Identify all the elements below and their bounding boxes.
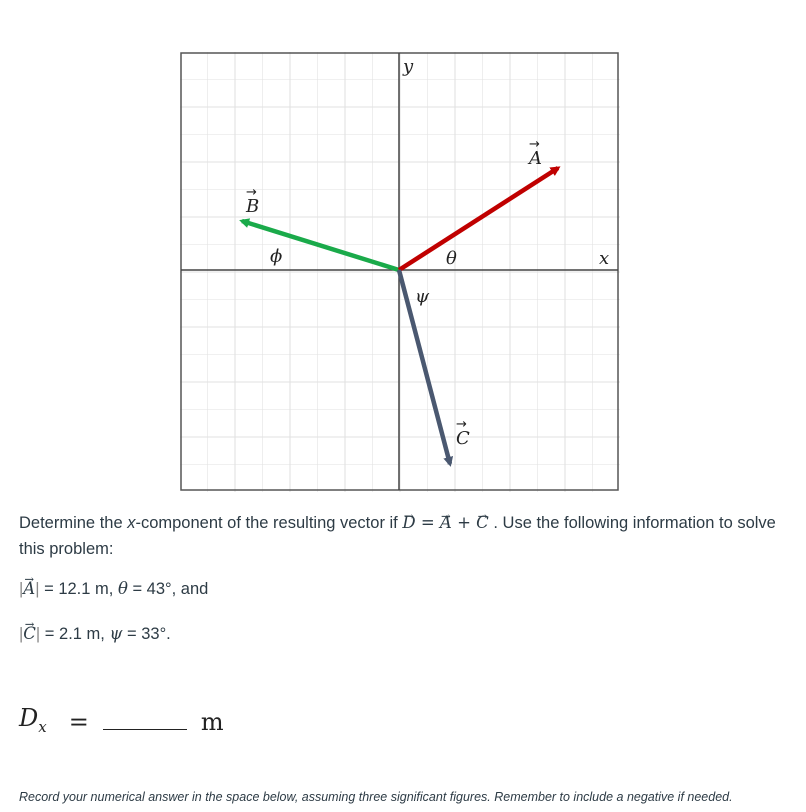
given-a-symbol: → A — [23, 579, 35, 598]
vector-a-label-arrow: → — [529, 137, 540, 152]
answer-equals: = — [68, 708, 89, 736]
angle-theta-label: θ — [446, 248, 457, 269]
y-axis-label: y — [403, 56, 414, 77]
given-psi-symbol: ψ — [109, 624, 123, 643]
given-theta-symbol: θ — [117, 579, 128, 598]
problem-text-2: -component of the resulting vector if — [135, 514, 403, 532]
answer-unit: m — [200, 708, 224, 736]
answer-blank[interactable] — [103, 709, 187, 730]
problem-statement — [19, 510, 789, 562]
equation-c: → C — [476, 510, 489, 536]
equation-a: → A — [440, 510, 452, 536]
answer-label: $D_x$ — [19, 704, 47, 736]
problem-text-1: Determine the — [19, 514, 128, 532]
vector-b-label-arrow: → — [246, 185, 257, 200]
problem-text-3: . Use the following information to solve this problem: — [19, 514, 776, 558]
problem-text-x: x — [127, 514, 136, 532]
vector-diagram — [180, 52, 620, 492]
answer-row — [19, 700, 224, 736]
given-a-text: = 12.1 m, — [39, 580, 118, 598]
angle-phi-label: ϕ — [270, 246, 283, 267]
equation-plus: + — [451, 513, 477, 532]
vector-c-label-arrow: → — [456, 417, 467, 432]
angle-psi-label: ψ — [415, 286, 430, 307]
given-c-symbol: → C — [23, 624, 36, 643]
footer-instructions: Record your numerical answer in the space below, assuming three significant figures. Remember to include a negative if needed. — [19, 790, 733, 804]
vector-a-arrow — [399, 168, 558, 270]
vector-a-label: A — [529, 148, 542, 169]
vector-b-label: B — [246, 196, 260, 217]
equation-equals: = — [415, 513, 440, 532]
vector-b-arrow — [242, 221, 399, 270]
vector-c-label: C — [456, 428, 470, 449]
x-axis-label: x — [599, 248, 610, 269]
given-psi-text: = 33°. — [122, 625, 171, 643]
given-c: |→ C| = 2.1 m, ψ = 33°. — [19, 624, 171, 644]
given-theta-text: = 43°, and — [127, 580, 209, 598]
given-a: |→ A| = 12.1 m, θ = 43°, and — [19, 579, 208, 599]
given-c-text: = 2.1 m, — [40, 625, 110, 643]
equation-d: → D — [402, 510, 415, 536]
